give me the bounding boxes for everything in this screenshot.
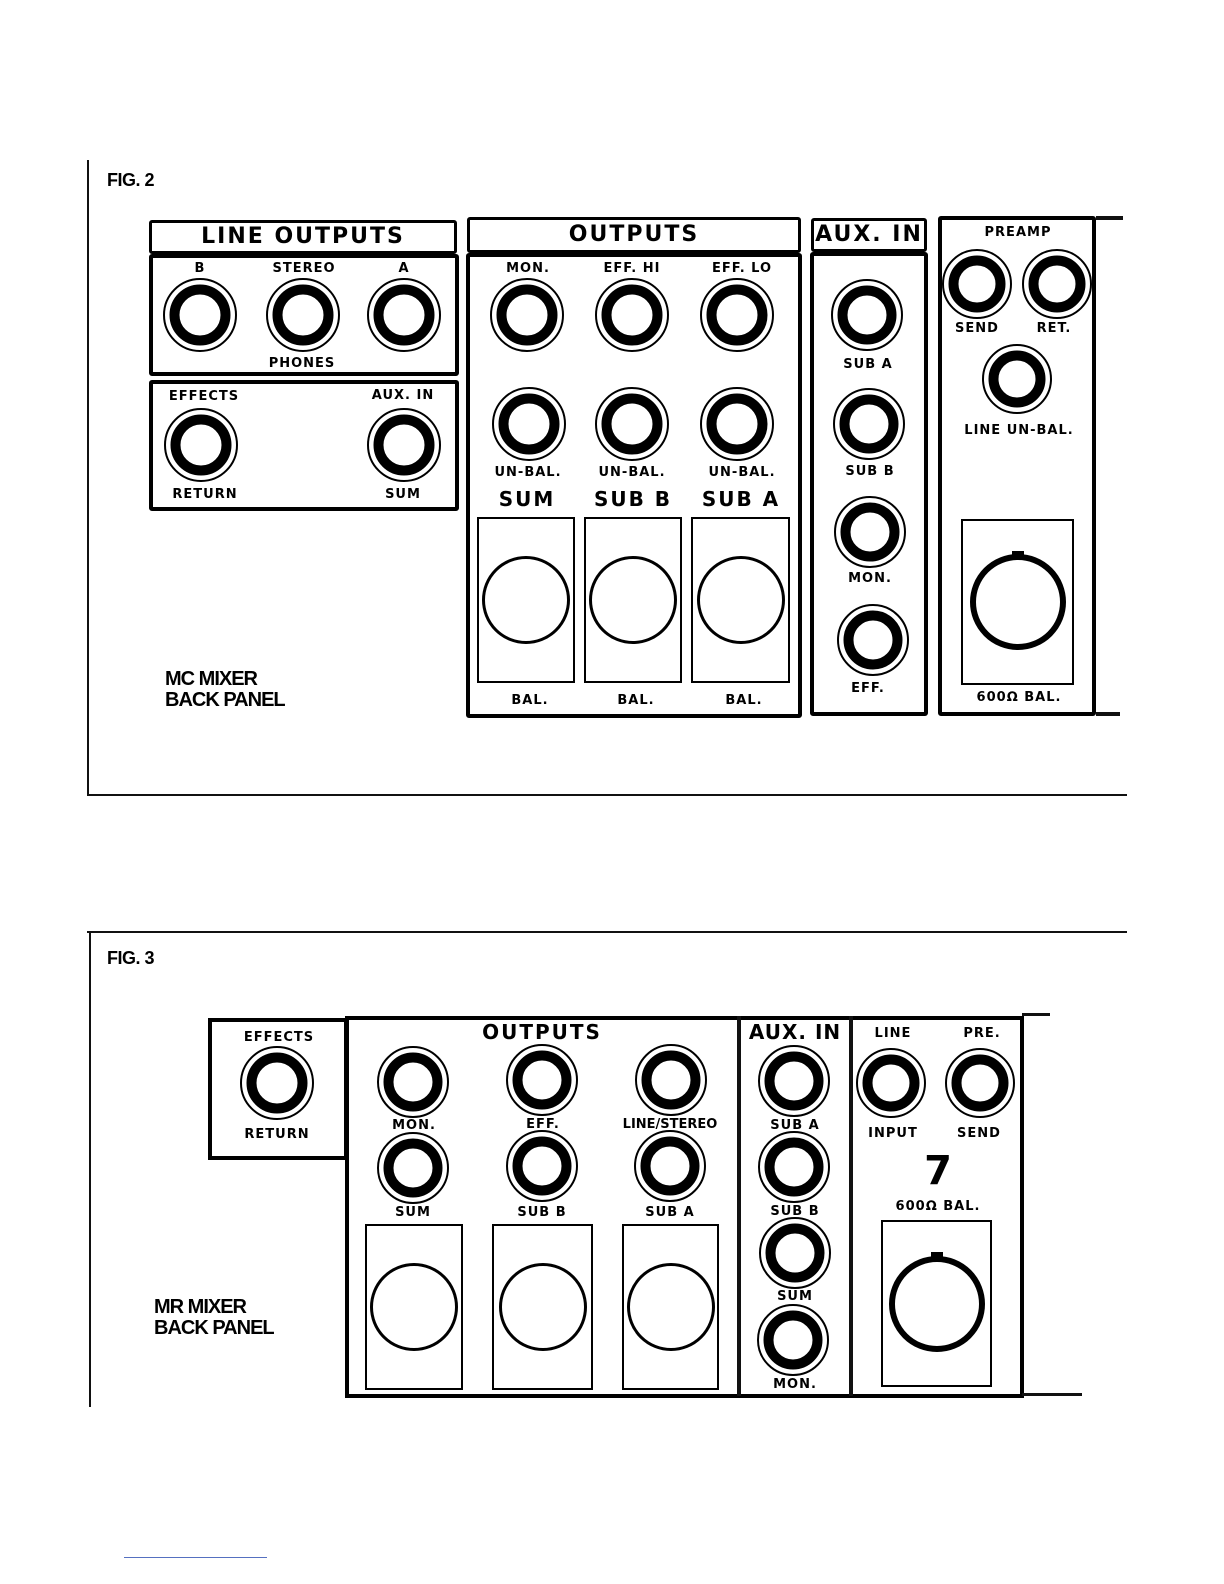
- jack-ring-icon: [602, 285, 663, 346]
- jack-ring-icon: [952, 1055, 1009, 1112]
- xlr-circle-icon: [499, 1263, 587, 1351]
- fig3-outputs-line-stereo-label: LINE/STEREO: [622, 1117, 718, 1132]
- line-outputs-stereo-label: STEREO: [272, 261, 336, 276]
- fig2-aux-sub-a-label: SUB A: [843, 357, 893, 372]
- fig2-outputs-sub-b-label: SUB B: [593, 487, 673, 511]
- fig3-outputs-sub-a-jack[interactable]: [634, 1130, 706, 1202]
- fig2-preamp-xlr-socket[interactable]: [961, 519, 1074, 685]
- fig2-preamp-send-label: SEND: [955, 321, 999, 336]
- fig2-aux-eff-label: EFF.: [851, 681, 885, 696]
- fig2-outputs-mon-jack[interactable]: [490, 278, 564, 352]
- xlr-circle-icon: [627, 1263, 715, 1351]
- fig2-outputs-unbal-2-label: UN-BAL.: [598, 465, 666, 480]
- fig3-line-label: LINE: [874, 1026, 912, 1041]
- fig2-outputs-unbal-1-label: UN-BAL.: [494, 465, 562, 480]
- fig2-outputs-title: OUTPUTS: [568, 222, 700, 247]
- fig3-top-border: [87, 931, 1127, 933]
- jack-ring-icon: [374, 415, 435, 476]
- fig3-channel-number: 7: [924, 1148, 952, 1194]
- fig3-outputs-eff-jack[interactable]: [506, 1044, 578, 1116]
- fig3-label: FIG. 3: [107, 948, 155, 968]
- fig2-outputs-unbal-sum-jack[interactable]: [492, 387, 566, 461]
- jack-ring-icon: [765, 1138, 824, 1197]
- fig3-outputs-title: OUTPUTS: [482, 1020, 602, 1044]
- xlr-circle-icon: [889, 1256, 985, 1352]
- jack-ring-icon: [840, 395, 899, 454]
- fig2-outputs-eff-hi-label: EFF. HI: [603, 261, 661, 276]
- fig2-label: FIG. 2: [107, 170, 155, 190]
- fig2-aux-sub-b-label: SUB B: [845, 464, 895, 479]
- fig2-preamp-600-bal-label: 600Ω BAL.: [976, 690, 1062, 705]
- jack-ring-icon: [513, 1051, 572, 1110]
- fig2-outputs-unbal-3-label: UN-BAL.: [708, 465, 776, 480]
- fig2-outputs-bal-1-label: BAL.: [511, 693, 549, 708]
- fig2-caption-line2: BACK PANEL: [165, 689, 285, 711]
- fig2-outputs-eff-hi-jack[interactable]: [595, 278, 669, 352]
- jack-ring-icon: [764, 1311, 823, 1370]
- line-outputs-a-label: A: [398, 261, 410, 276]
- fig3-right-xlr-socket[interactable]: [881, 1220, 992, 1387]
- jack-ring-icon: [766, 1224, 825, 1283]
- fig3-effects-label: EFFECTS: [243, 1030, 315, 1045]
- fig2-sub-b-xlr-socket[interactable]: [584, 517, 682, 683]
- line-outputs-title: LINE OUTPUTS: [201, 224, 405, 249]
- fig2-return-label: RETURN: [172, 487, 238, 502]
- fig2-outputs-eff-lo-label: EFF. LO: [711, 261, 773, 276]
- jack-ring-icon: [513, 1137, 572, 1196]
- fig2-preamp-line-unbal-label: LINE UN-BAL.: [964, 423, 1074, 438]
- jack-ring-icon: [602, 394, 663, 455]
- fig2-sum-label: SUM: [385, 487, 421, 502]
- fig3-xlr-socket-2[interactable]: [492, 1224, 593, 1390]
- fig3-aux-in-mon-jack[interactable]: [757, 1304, 829, 1376]
- jack-ring-icon: [384, 1053, 443, 1112]
- fig3-chassis-top-edge: [1022, 1013, 1050, 1016]
- fig3-600-bal-label: 600Ω BAL.: [895, 1199, 981, 1214]
- fig2-chassis-top-edge: [1096, 216, 1123, 220]
- line-outputs-b-label: B: [194, 261, 206, 276]
- fig2-aux-in-eff-jack[interactable]: [837, 604, 909, 676]
- fig2-caption-line1: MC MIXER: [165, 668, 257, 690]
- jack-ring-icon: [707, 285, 768, 346]
- fig3-pre-send-jack[interactable]: [945, 1048, 1015, 1118]
- fig2-outputs-unbal-sub-a-jack[interactable]: [700, 387, 774, 461]
- xlr-circle-icon: [370, 1263, 458, 1351]
- fig2-aux-mon-label: MON.: [848, 571, 892, 586]
- fig3-outputs-mon-label: MON.: [392, 1118, 436, 1133]
- footnote-rule: [124, 1557, 267, 1558]
- fig3-aux-sub-a-label: SUB A: [770, 1118, 820, 1133]
- fig3-aux-sub-b-label: SUB B: [770, 1204, 820, 1219]
- jack-ring-icon: [707, 394, 768, 455]
- fig2-aux-in-label: AUX. IN: [371, 388, 435, 403]
- jack-ring-icon: [170, 285, 231, 346]
- fig3-send-label: SEND: [957, 1126, 1001, 1141]
- jack-ring-icon: [384, 1139, 443, 1198]
- fig3-line-input-jack[interactable]: [856, 1048, 926, 1118]
- fig2-preamp-send-jack[interactable]: [942, 249, 1012, 319]
- jack-ring-icon: [247, 1053, 308, 1114]
- xlr-circle-icon: [970, 554, 1066, 650]
- fig2-line-out-b-jack[interactable]: [163, 278, 237, 352]
- fig2-sum-xlr-socket[interactable]: [477, 517, 575, 683]
- fig3-outputs-sum-jack[interactable]: [377, 1132, 449, 1204]
- xlr-notch-icon: [1012, 551, 1024, 560]
- fig2-aux-in-title: AUX. IN: [815, 222, 923, 247]
- jack-ring-icon: [844, 611, 903, 670]
- fig2-outputs-bal-2-label: BAL.: [617, 693, 655, 708]
- fig2-sub-a-xlr-socket[interactable]: [691, 517, 790, 683]
- fig2-effects-label: EFFECTS: [168, 389, 240, 404]
- line-outputs-phones-label: PHONES: [268, 356, 336, 371]
- fig3-left-border: [89, 931, 91, 1407]
- fig2-line-out-a-jack[interactable]: [367, 278, 441, 352]
- jack-ring-icon: [838, 286, 897, 345]
- fig3-xlr-socket-1[interactable]: [365, 1224, 463, 1390]
- jack-ring-icon: [642, 1051, 701, 1110]
- fig3-outputs-sum-label: SUM: [395, 1205, 431, 1220]
- fig2-outputs-mon-label: MON.: [506, 261, 550, 276]
- fig3-outputs-sub-a-label: SUB A: [645, 1205, 695, 1220]
- jack-ring-icon: [374, 285, 435, 346]
- jack-ring-icon: [273, 285, 334, 346]
- fig2-outputs-eff-lo-jack[interactable]: [700, 278, 774, 352]
- fig2-aux-in-sub-b-jack[interactable]: [833, 388, 905, 460]
- xlr-notch-icon: [931, 1252, 943, 1261]
- jack-ring-icon: [641, 1137, 700, 1196]
- fig3-aux-in-sub-b-jack[interactable]: [758, 1131, 830, 1203]
- fig2-aux-in-mon-jack[interactable]: [834, 496, 906, 568]
- jack-ring-icon: [171, 415, 232, 476]
- fig2-bottom-border: [87, 794, 1127, 796]
- fig2-outputs-bal-3-label: BAL.: [725, 693, 763, 708]
- fig3-caption-line1: MR MIXER: [154, 1296, 246, 1318]
- fig2-chassis-bottom-edge: [1096, 712, 1120, 716]
- xlr-circle-icon: [589, 556, 677, 644]
- fig3-caption-line2: BACK PANEL: [154, 1317, 274, 1339]
- fig3-chassis-bottom-edge: [1022, 1393, 1082, 1396]
- fig3-input-label: INPUT: [868, 1126, 918, 1141]
- fig2-preamp-ret-label: RET.: [1036, 321, 1072, 336]
- fig2-preamp-ret-jack[interactable]: [1022, 249, 1092, 319]
- fig3-aux-sum-label: SUM: [777, 1289, 813, 1304]
- fig3-aux-in-title: AUX. IN: [748, 1020, 842, 1044]
- fig3-outputs-sub-b-jack[interactable]: [506, 1130, 578, 1202]
- fig3-effects-return-jack[interactable]: [240, 1046, 314, 1120]
- xlr-circle-icon: [697, 556, 785, 644]
- jack-ring-icon: [497, 285, 558, 346]
- fig2-outputs-unbal-sub-b-jack[interactable]: [595, 387, 669, 461]
- jack-ring-icon: [989, 351, 1046, 408]
- fig2-outputs-sum-label: SUM: [498, 487, 556, 511]
- fig3-aux-in-sum-jack[interactable]: [759, 1217, 831, 1289]
- fig2-left-border: [87, 160, 89, 796]
- fig3-outputs-sub-b-label: SUB B: [517, 1205, 567, 1220]
- fig3-outputs-line-stereo-jack[interactable]: [635, 1044, 707, 1116]
- fig2-aux-in-sum-jack[interactable]: [367, 408, 441, 482]
- fig3-xlr-socket-3[interactable]: [622, 1224, 719, 1390]
- jack-ring-icon: [1029, 256, 1086, 313]
- jack-ring-icon: [863, 1055, 920, 1112]
- fig2-line-out-stereo-jack[interactable]: [266, 278, 340, 352]
- fig3-aux-in-sub-a-jack[interactable]: [758, 1045, 830, 1117]
- fig3-pre-label: PRE.: [963, 1026, 1001, 1041]
- fig2-outputs-sub-a-label: SUB A: [701, 487, 781, 511]
- jack-ring-icon: [949, 256, 1006, 313]
- jack-ring-icon: [499, 394, 560, 455]
- jack-ring-icon: [841, 503, 900, 562]
- fig2-preamp-line-unbal-jack[interactable]: [982, 344, 1052, 414]
- fig3-aux-mon-label: MON.: [773, 1377, 817, 1392]
- fig2-effects-return-jack[interactable]: [164, 408, 238, 482]
- fig3-aux-right-divider: [849, 1016, 853, 1396]
- fig2-aux-in-sub-a-jack[interactable]: [831, 279, 903, 351]
- fig3-outputs-aux-divider: [737, 1016, 741, 1396]
- fig2-preamp-title: PREAMP: [984, 225, 1052, 240]
- jack-ring-icon: [765, 1052, 824, 1111]
- fig3-outputs-mon-jack[interactable]: [377, 1046, 449, 1118]
- xlr-circle-icon: [482, 556, 570, 644]
- fig3-return-label: RETURN: [244, 1127, 310, 1142]
- fig3-outputs-eff-label: EFF.: [526, 1117, 560, 1132]
